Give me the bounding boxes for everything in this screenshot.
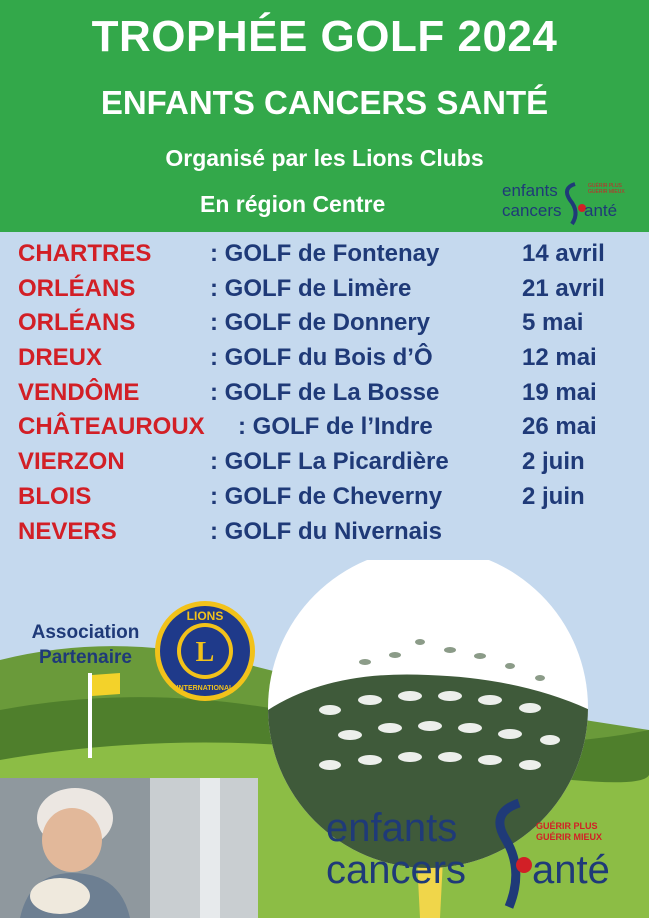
event-row: [0, 344, 649, 378]
event-row: [0, 309, 649, 343]
event-date: 19 mai: [522, 379, 597, 406]
organizer-text: Organisé par les Lions Clubs: [165, 145, 484, 171]
enfants-cancers-sante-logo: [324, 795, 644, 910]
logo-tag2: GUÉRIR MIEUX: [536, 832, 603, 842]
logo-line3: anté: [532, 848, 610, 892]
partner-label-line1: Association: [31, 622, 140, 643]
event-city: VIERZON: [18, 448, 125, 475]
poster-title: TROPHÉE GOLF 2024: [91, 12, 558, 61]
logo-small-line3: anté: [584, 201, 618, 220]
event-city: ORLÉANS: [18, 309, 136, 336]
event-row: [0, 483, 649, 517]
event-golf: : GOLF du Nivernais: [210, 518, 443, 545]
event-row: [0, 518, 649, 552]
event-date: 2 juin: [522, 448, 585, 475]
event-date: 26 mai: [522, 413, 597, 440]
partner-label: [18, 620, 153, 670]
event-golf: : GOLF de Cheverny: [210, 483, 443, 510]
partner-label-line2: Partenaire: [39, 647, 132, 668]
event-date: 21 avril: [522, 275, 605, 302]
event-row: [0, 275, 649, 309]
event-golf: : GOLF de l’Indre: [238, 413, 433, 440]
event-date: 2 juin: [522, 483, 585, 510]
lions-bottom-text: INTERNATIONAL: [176, 685, 234, 692]
event-row: [0, 448, 649, 482]
logo-tag1: GUÉRIR PLUS: [536, 821, 598, 831]
logo-line2: cancers: [326, 848, 467, 892]
event-date: 5 mai: [522, 309, 584, 336]
event-city: NEVERS: [18, 518, 117, 545]
logo-small-tag1: GUÉRIR PLUS: [588, 183, 622, 189]
event-golf: : GOLF La Picardière: [210, 448, 449, 475]
logo-small-line2: cancers: [502, 201, 562, 220]
event-row: [0, 379, 649, 413]
event-golf: : GOLF de La Bosse: [210, 379, 440, 406]
poster-subtitle: ENFANTS CANCERS SANTÉ: [100, 84, 549, 121]
event-golf: : GOLF de Fontenay: [210, 240, 440, 267]
lions-international-logo: [150, 598, 260, 704]
child-photo: [0, 778, 258, 918]
event-city: ORLÉANS: [18, 275, 136, 302]
event-city: CHARTRES: [18, 240, 152, 267]
event-city: BLOIS: [18, 483, 92, 510]
event-date: 12 mai: [522, 344, 597, 371]
region-text: En région Centre: [200, 191, 386, 217]
logo-small-line1: enfants: [502, 181, 558, 200]
event-row: [0, 240, 649, 274]
event-city: VENDÔME: [18, 379, 140, 406]
logo-small-tag2: GUÉRIR MIEUX: [588, 189, 625, 195]
event-golf: : GOLF de Limère: [210, 275, 412, 302]
event-city: CHÂTEAUROUX: [18, 413, 205, 440]
header-banner: [0, 0, 649, 232]
enfants-cancers-sante-logo-small: [500, 178, 645, 226]
event-golf: : GOLF du Bois d’Ô: [210, 344, 433, 371]
event-golf: : GOLF de Donnery: [210, 309, 431, 336]
event-city: DREUX: [18, 344, 103, 371]
child-photo-illustration: [0, 778, 258, 918]
event-row: [0, 413, 649, 447]
lions-top-text: LIONS: [186, 609, 224, 623]
event-date: 14 avril: [522, 240, 605, 267]
lions-letter: L: [195, 637, 215, 668]
logo-line1: enfants: [326, 806, 458, 850]
